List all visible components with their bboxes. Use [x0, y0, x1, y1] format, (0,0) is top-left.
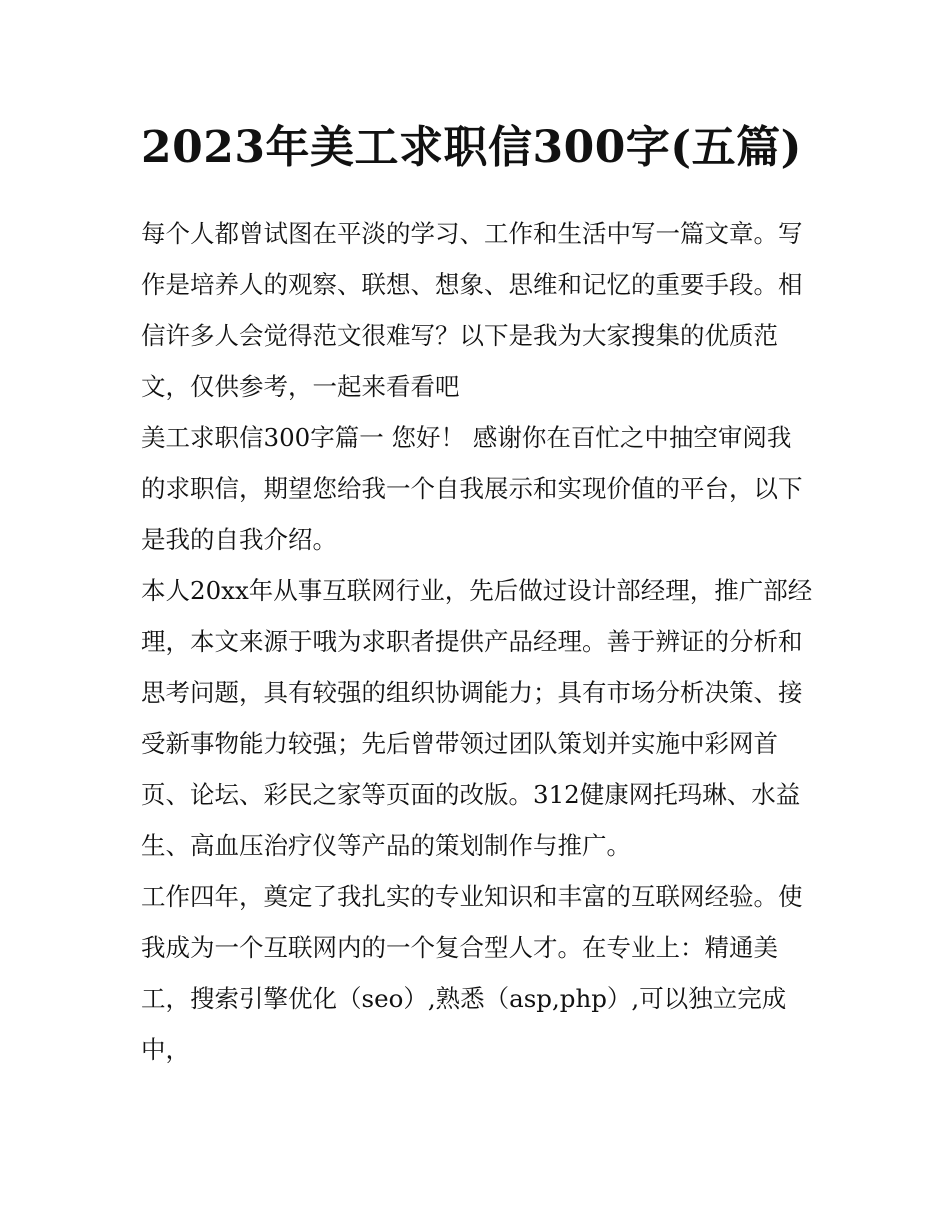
- paragraph-experience: 本人20xx年从事互联网行业，先后做过设计部经理，推广部经理，本文来源于哦为求职者提供产品经理。善于辨证的分析和思考问题，具有较强的组织协调能力；具有市场分析决策、接受新事物能力较强；先后曾带领过团队策划并实施中彩网首页、论坛、彩民之家等页面的改版。312健康网托玛琳、水益生、高血压治疗仪等产品的策划制作与推广。: [141, 576, 813, 860]
- paragraph-intro: 每个人都曾试图在平淡的学习、工作和生活中写一篇文章。写作是培养人的观察、联想、想象、思维和记忆的重要手段。相信许多人会觉得范文很难写？以下是我为大家搜集的优质范文，仅供参考，一起来看看吧: [141, 219, 803, 401]
- document-title: 2023年美工求职信300字(五篇): [141, 122, 802, 173]
- document-body: [141, 110, 813, 1075]
- paragraph-greeting: 美工求职信300字篇一 您好！ 感谢你在百忙之中抽空审阅我的求职信，期望您给我一个自我展示和实现价值的平台，以下是我的自我介绍。: [141, 423, 803, 554]
- paragraph-skills: 工作四年，奠定了我扎实的专业知识和丰富的互联网经验。使我成为一个互联网内的一个复合型人才。在专业上：精通美工，搜索引擎优化（seo）,熟悉（asp,php）,可以独立完成中，: [141, 882, 803, 1064]
